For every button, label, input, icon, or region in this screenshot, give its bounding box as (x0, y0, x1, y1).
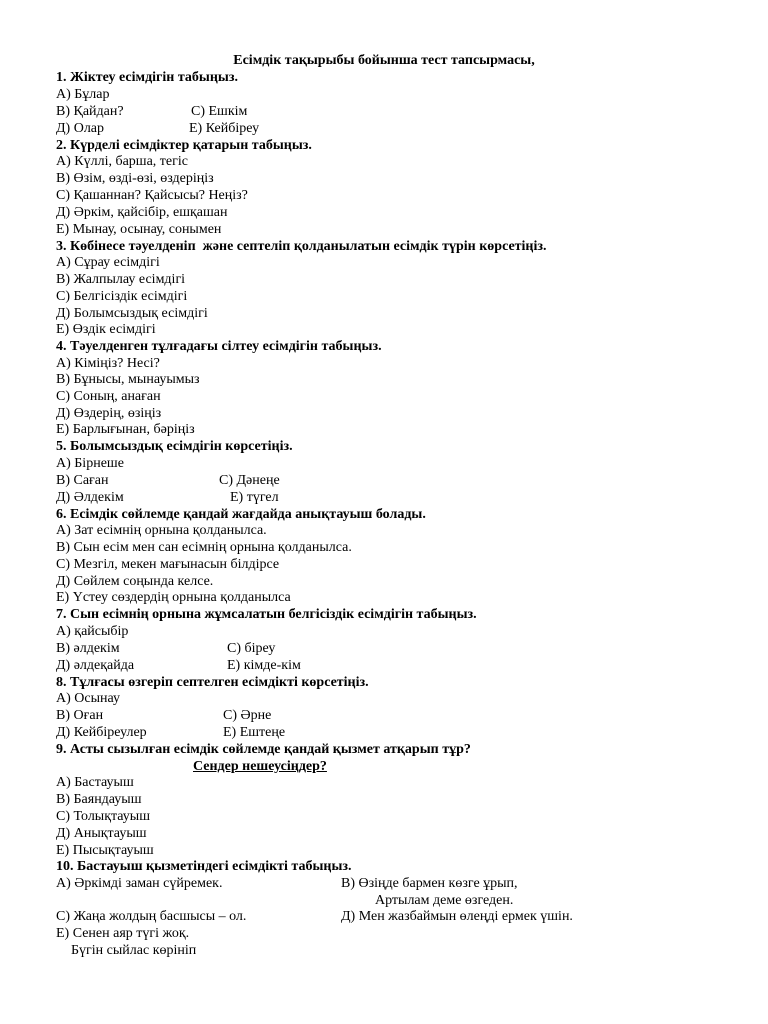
question-10: 10. Бастауыш қызметіндегі есімдікті табыңыз. (56, 859, 352, 874)
q3-option-e: Е) Өздік есімдігі (56, 322, 156, 337)
q1-option-b: В) Қайдан? (56, 104, 124, 119)
question-9: 9. Асты сызылған есімдік сөйлемде қандай қызмет атқарып тұр? (56, 742, 471, 757)
q9-option-d: Д) Анықтауыш (56, 826, 147, 841)
q2-option-c: С) Қашаннан? Қайсысы? Неңіз? (56, 188, 248, 203)
q3-option-b: В) Жалпылау есімдігі (56, 272, 186, 287)
question-6: 6. Есімдік сөйлемде қандай жағдайда анықтауыш болады. (56, 507, 426, 522)
q9-option-c: С) Толықтауыш (56, 809, 150, 824)
q10-option-c: С) Жаңа жолдың басшысы – ол. (56, 909, 247, 924)
q10-option-b-line1: В) Өзіңде бармен көзге ұрып, (341, 876, 518, 891)
q4-option-e: Е) Барлығынан, бәріңіз (56, 422, 195, 437)
q6-option-e: Е) Үстеу сөздердің орнына қолданылса (56, 590, 291, 605)
q9-option-b: В) Баяндауыш (56, 792, 142, 807)
question-4: 4. Тәуелденген тұлғадағы сілтеу есімдігін табыңыз. (56, 339, 382, 354)
q8-option-b: В) Оған (56, 708, 104, 723)
q2-option-a: А) Күллі, барша, тегіс (56, 154, 188, 169)
q5-option-c: С) Дәнеңе (219, 473, 280, 488)
q4-option-d: Д) Өздерің, өзіңіз (56, 406, 162, 421)
q8-option-c: С) Әрне (223, 708, 272, 723)
q4-option-c: С) Соның, анаған (56, 389, 161, 404)
q10-option-d: Д) Мен жазбаймын өлеңді ермек үшін. (341, 909, 573, 924)
q8-option-a: А) Осынау (56, 691, 120, 706)
q1-option-d: Д) Олар (56, 121, 105, 136)
q5-option-b: В) Саған (56, 473, 109, 488)
q1-option-c: С) Ешкім (191, 104, 248, 119)
q3-option-c: С) Белгісіздік есімдігі (56, 289, 188, 304)
q10-option-b-line2: Артылам деме өзгеден. (375, 893, 514, 908)
q6-option-a: А) Зат есімнің орнына қолданылса. (56, 523, 267, 538)
question-1: 1. Жіктеу есімдігін табыңыз. (56, 70, 238, 85)
question-5: 5. Болымсыздық есімдігін көрсетіңіз. (56, 439, 293, 454)
question-7: 7. Сын есімнің орнына жұмсалатын белгісіздік есімдігін табыңыз. (56, 607, 477, 622)
q7-option-c: С) біреу (227, 641, 276, 656)
q9-underlined-sentence: Сендер нешеусіңдер? (193, 759, 327, 774)
q1-option-a: А) Бұлар (56, 87, 110, 102)
q7-option-d: Д) әлдеқайда (56, 658, 135, 673)
document-title: Есімдік тақырыбы бойынша тест тапсырмасы, (233, 53, 535, 68)
q7-option-a: А) қайсыбір (56, 624, 129, 639)
q6-option-d: Д) Сөйлем соңында келсе. (56, 574, 214, 589)
q1-option-e: Е) Кейбіреу (189, 121, 260, 136)
q6-option-c: С) Мезгіл, мекен мағынасын білдірсе (56, 557, 280, 572)
q4-option-a: А) Кіміңіз? Несі? (56, 356, 160, 371)
q8-option-e: Е) Ештеңе (223, 725, 286, 740)
q9-option-e: Е) Пысықтауыш (56, 843, 154, 858)
q10-option-e-line2: Бүгін сыйлас көрініп (71, 943, 197, 958)
question-2: 2. Күрделі есімдіктер қатарын табыңыз. (56, 138, 312, 153)
q3-option-a: А) Сұрау есімдігі (56, 255, 160, 270)
q5-option-e: Е) түгел (230, 490, 279, 505)
q2-option-e: Е) Мынау, осынау, сонымен (56, 222, 222, 237)
q2-option-d: Д) Әркім, қайсібір, ешқашан (56, 205, 228, 220)
q2-option-b: В) Өзім, өзді-өзі, өздеріңіз (56, 171, 214, 186)
q8-option-d: Д) Кейбіреулер (56, 725, 147, 740)
q9-option-a: А) Бастауыш (56, 775, 134, 790)
q5-option-a: А) Бірнеше (56, 456, 124, 471)
q6-option-b: В) Сын есім мен сан есімнің орнына қолданылса. (56, 540, 352, 555)
q5-option-d: Д) Әлдекім (56, 490, 124, 505)
q10-option-a: А) Әркімді заман сүйремек. (56, 876, 223, 891)
q7-option-e: Е) кімде-кім (227, 658, 301, 673)
question-3: 3. Көбінесе тәуелденіп және септеліп қолданылатын есімдік түрін көрсетіңіз. (56, 239, 547, 254)
q4-option-b: В) Бұнысы, мынауымыз (56, 372, 200, 387)
q3-option-d: Д) Болымсыздық есімдігі (56, 306, 208, 321)
q7-option-b: В) әлдекім (56, 641, 120, 656)
q10-option-e-line1: Е) Сенен аяр түгі жоқ. (56, 926, 190, 941)
question-8: 8. Тұлғасы өзгеріп септелген есімдікті көрсетіңіз. (56, 675, 369, 690)
